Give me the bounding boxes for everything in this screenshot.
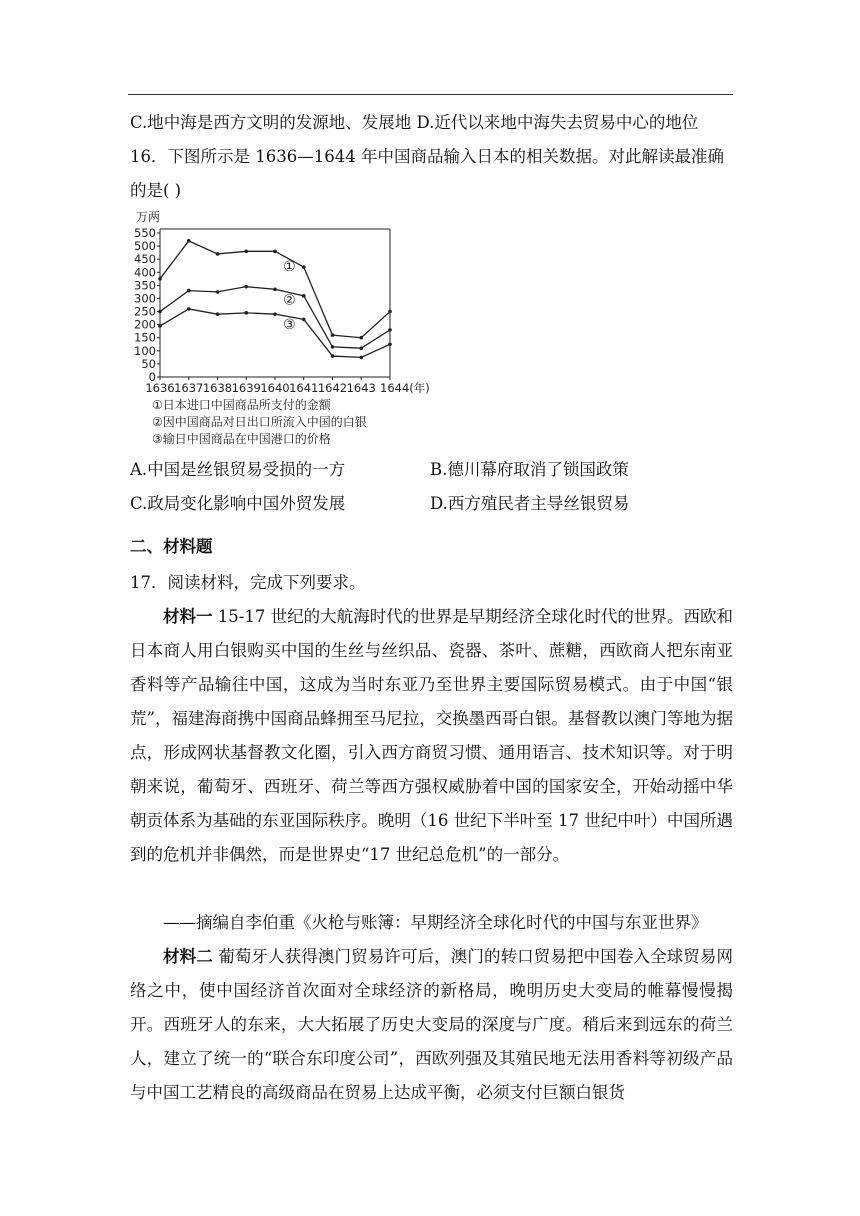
y-tick-label: 500: [134, 239, 156, 254]
material-1-text: 15-17 世纪的大航海时代的世界是早期经济全球化时代的世界。西欧和日本商人用白银购买中国的生丝与丝织品、瓷器、茶叶、蔗糖，西欧商人把东南亚香料等产品输往中国，这成为当时东亚乃至世界主要国际贸易模式。由于中国“银荒”，福建海商携中国商品蜂拥至马尼拉，交换墨西哥白银。基督教以澳门等地为据点，形成网状基督教文化圈，引入西方商贸习惯、通用语言、技术知识等。对于明朝来说，葡萄牙、西班牙、荷兰等西方强权威胁着中国的国家安全，开始动摇中华朝贡体系为基础的东亚国际秩序。晚明（16 世纪下半叶至 17 世纪中叶）中国所遇到的危机并非偶然，而是世界史“17 世纪总危机”的一部分。: [130, 607, 733, 864]
legend-entry: ③输日中国商品在中国港口的价格: [152, 432, 331, 446]
series-point-3: [216, 312, 220, 316]
y-axis-unit-label: 万两: [136, 210, 161, 224]
series-point-2: [331, 345, 335, 349]
series-point-1: [302, 265, 306, 269]
y-tick-label: 100: [134, 343, 156, 358]
y-tick-label: 50: [141, 356, 156, 371]
section-title: 二、材料题: [130, 537, 213, 556]
x-tick-label: 1639: [231, 381, 261, 395]
y-tick-label: 450: [134, 252, 156, 267]
y-tick-label: 350: [134, 278, 156, 293]
series-point-1: [158, 277, 162, 281]
series-marker-2: ②: [283, 292, 296, 309]
x-tick-label: 1641: [289, 381, 319, 395]
series-marker-1: ①: [283, 259, 296, 276]
header-rule: [128, 94, 733, 95]
series-point-3: [302, 318, 306, 322]
series-point-2: [273, 287, 277, 291]
material-1-source: ——摘编自李伯重《火枪与账簿：早期经济全球化时代的中国与东亚世界》: [163, 913, 708, 932]
y-tick-label: 300: [134, 291, 156, 306]
material-2-text: 葡萄牙人获得澳门贸易许可后，澳门的转口贸易把中国卷入全球贸易网络之中，使中国经济首次面对全球经济的新格局，晚明历史大变局的帷幕慢慢揭开。西班牙人的东来，大大拓展了历史大变局的深度与广度。稍后来到远东的荷兰人，建立了统一的“联合东印度公司”，西欧列强及其殖民地无法用香料等初级产品与中国工艺精良的高级商品在贸易上达成平衡，必须支付巨额白银货: [130, 947, 734, 1102]
series-point-2: [302, 294, 306, 298]
series-point-3: [187, 307, 191, 311]
x-tick-label: 1642: [317, 381, 348, 395]
series-point-2: [187, 289, 191, 293]
y-tick-label: 150: [134, 330, 156, 345]
series-point-1: [216, 252, 220, 256]
series-point-3: [388, 342, 392, 346]
x-tick-label: 1637: [174, 381, 204, 395]
series-point-3: [331, 354, 335, 358]
series-point-1: [244, 250, 248, 254]
y-tick-label: 250: [134, 304, 156, 319]
series-point-3: [244, 311, 248, 315]
material-1-label: 材料一: [163, 607, 213, 626]
x-tick-label: 1643: [346, 381, 376, 395]
q16-option-c: C.政局变化影响中国外贸发展: [130, 494, 346, 513]
series-line-2: [160, 287, 390, 349]
series-point-2: [388, 328, 392, 332]
x-tick-label: 1644(年): [380, 381, 430, 395]
x-tick-label: 1640: [260, 381, 290, 395]
y-tick-label: 0: [148, 370, 156, 384]
series-point-1: [331, 333, 335, 337]
trade-line-chart: [120, 206, 430, 452]
series-point-3: [273, 312, 277, 316]
q16-option-a: A.中国是丝银贸易受损的一方: [130, 460, 346, 479]
material-2: [130, 940, 733, 1110]
series-point-2: [244, 285, 248, 289]
series-point-1: [187, 239, 191, 243]
legend-entry: ②因中国商品对日出口所流入中国的白银: [152, 415, 367, 429]
q16-option-b: B.德川幕府取消了锁国政策: [430, 460, 629, 479]
q15-options-cd: C.地中海是西方文明的发源地、发展地 D.近代以来地中海失去贸易中心的地位: [130, 113, 699, 132]
x-tick-label: 1638: [202, 381, 233, 395]
series-point-1: [388, 310, 392, 314]
y-tick-label: 400: [134, 265, 156, 280]
y-tick-label: 550: [134, 226, 156, 240]
q16-stem-line2: 的是( ): [130, 181, 182, 200]
series-point-3: [158, 324, 162, 328]
series-point-2: [359, 346, 363, 350]
series-marker-3: ③: [283, 316, 296, 333]
q16-option-d: D.西方殖民者主导丝银贸易: [430, 494, 630, 513]
series-point-3: [359, 356, 363, 360]
series-line-3: [160, 309, 390, 357]
q17-stem: 17．阅读材料，完成下列要求。: [130, 573, 366, 592]
x-tick-label: 1636: [145, 381, 175, 395]
legend-entry: ①日本进口中国商品所支付的金额: [152, 398, 331, 412]
y-tick-label: 200: [134, 317, 156, 332]
series-point-1: [273, 250, 277, 254]
series-point-2: [158, 310, 162, 314]
material-2-label: 材料二: [163, 947, 213, 966]
series-point-2: [216, 290, 220, 294]
series-point-1: [359, 336, 363, 340]
material-1: [130, 600, 733, 872]
q16-stem-line1: 16．下图所示是 1636—1644 年中国商品输入日本的相关数据。对此解读最准确: [130, 147, 724, 166]
